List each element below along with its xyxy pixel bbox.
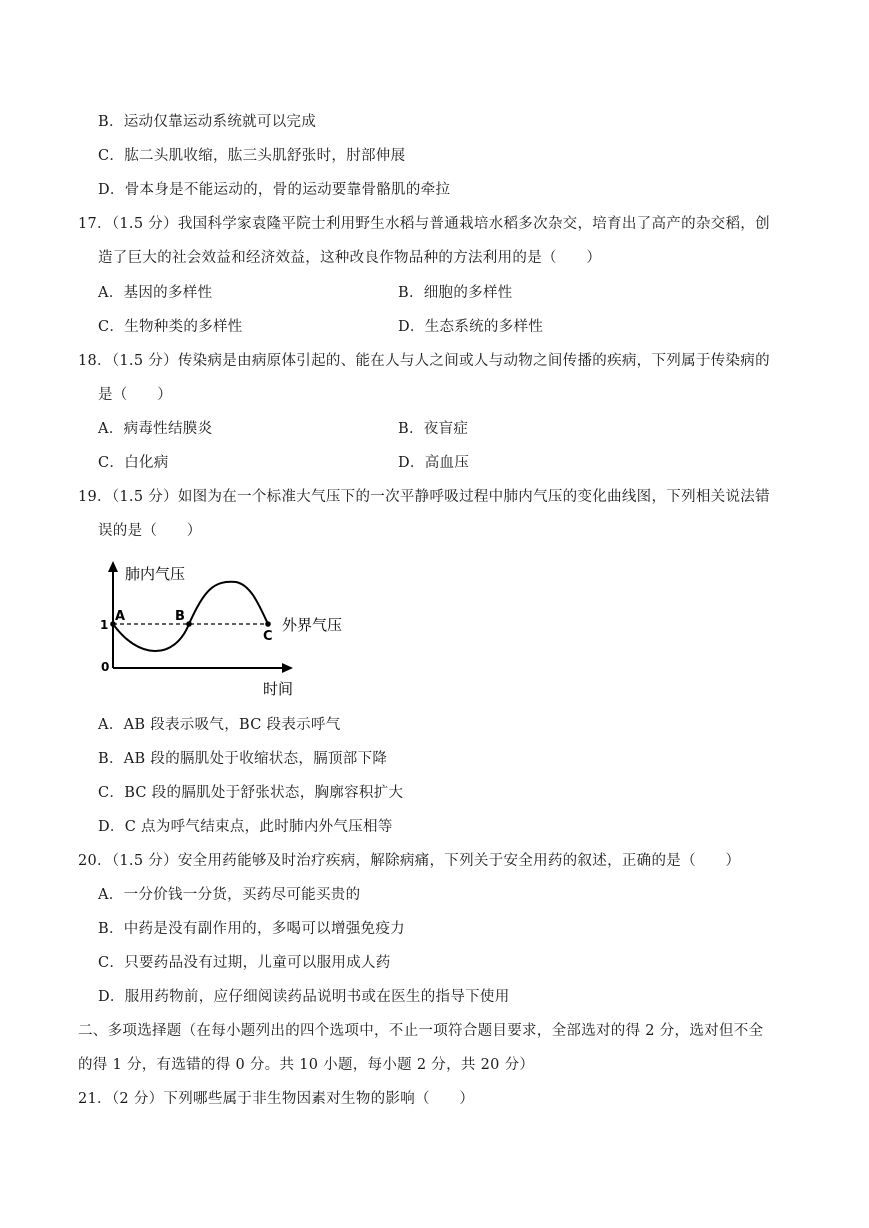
q19-option-a: A．AB 段表示吸气，BC 段表示呼气 [98,717,341,733]
y-axis-label: 肺内气压 [125,565,186,583]
q20-stem-line-1: 20．（1.5 分）安全用药能够及时治疗疾病，解除病痛，下列关于安全用药的叙述，正确的是（ ） [78,853,741,869]
q18-stem-line-2: 是（ ） [98,387,172,403]
point-c-dot [265,621,271,627]
q20-option-a: A．一分价钱一分货，买药尽可能买贵的 [98,887,361,903]
q21-stem-line-1: 21．（2 分）下列哪些属于非生物因素对生物的影响（ ） [78,1091,475,1107]
q20-option-b: B．中药是没有副作用的，多喝可以增强免疫力 [98,921,405,937]
q17-option-a: A．基因的多样性 [98,285,213,301]
q16-option-c: C．肱二头肌收缩，肱三头肌舒张时，肘部伸展 [98,148,406,164]
q17-stem-line-1: 17．（1.5 分）我国科学家袁隆平院士利用野生水稻与普通栽培水稻多次杂交，培育出了高产的杂交稻，创 [78,216,770,232]
q19-option-d: D．C 点为呼气结束点，此时肺内外气压相等 [98,819,393,835]
point-b-dot [186,621,192,627]
q19-stem-line-2: 误的是（ ） [98,523,202,539]
q20-option-d: D．服用药物前，应仔细阅读药品说明书或在医生的指导下使用 [98,989,510,1005]
q19-option-b: B．AB 段的膈肌处于收缩状态，膈顶部下降 [98,751,388,767]
q17-option-c: C．生物种类的多样性 [98,319,243,335]
q19-stem-line-1: 19．（1.5 分）如图为在一个标准大气压下的一次平静呼吸过程中肺内气压的变化曲线图，下列相关说法错 [78,489,770,505]
q17-option-b: B．细胞的多样性 [398,285,513,301]
y-axis-arrow [108,561,118,572]
q20-option-c: C．只要药品没有过期，儿童可以服用成人药 [98,955,391,971]
tick-label-1: 1 [100,618,109,632]
q18-option-a: A．病毒性结膜炎 [98,421,213,437]
reference-label: 外界气压 [282,616,343,634]
q16-option-d: D．骨本身是不能运动的，骨的运动要靠骨骼肌的牵拉 [98,182,451,198]
x-axis-arrow [282,663,293,673]
point-a-label: A [115,609,126,624]
q16-option-b: B．运动仅靠运动系统就可以完成 [98,114,317,130]
tick-label-0: 0 [101,660,110,674]
q18-stem-line-1: 18．（1.5 分）传染病是由病原体引起的、能在人与人之间或人与动物之间传播的疾病，下列属于传染病的 [78,353,770,369]
section-2-heading-line-2: 的得 1 分，有选错的得 0 分。共 10 小题，每小题 2 分，共 20 分） [78,1057,535,1073]
point-b-label: B [175,609,185,624]
lung-pressure-figure [96,558,366,700]
pressure-curve [113,582,268,651]
x-axis-label: 时间 [263,680,294,698]
q17-option-d: D．生态系统的多样性 [398,319,544,335]
q18-option-c: C．白化病 [98,455,169,471]
section-2-heading-line-1: 二、多项选择题（在每小题列出的四个选项中，不止一项符合题目要求，全部选对的得 2 分，选对但不全 [78,1023,764,1039]
q19-option-c: C．BC 段的膈肌处于舒张状态，胸廓容积扩大 [98,785,404,801]
q18-option-b: B．夜盲症 [398,421,469,437]
point-c-label: C [263,629,273,644]
q18-option-d: D．高血压 [398,455,470,471]
q17-stem-line-2: 造了巨大的社会效益和经济效益，这种改良作物品种的方法利用的是（ ） [98,250,602,266]
